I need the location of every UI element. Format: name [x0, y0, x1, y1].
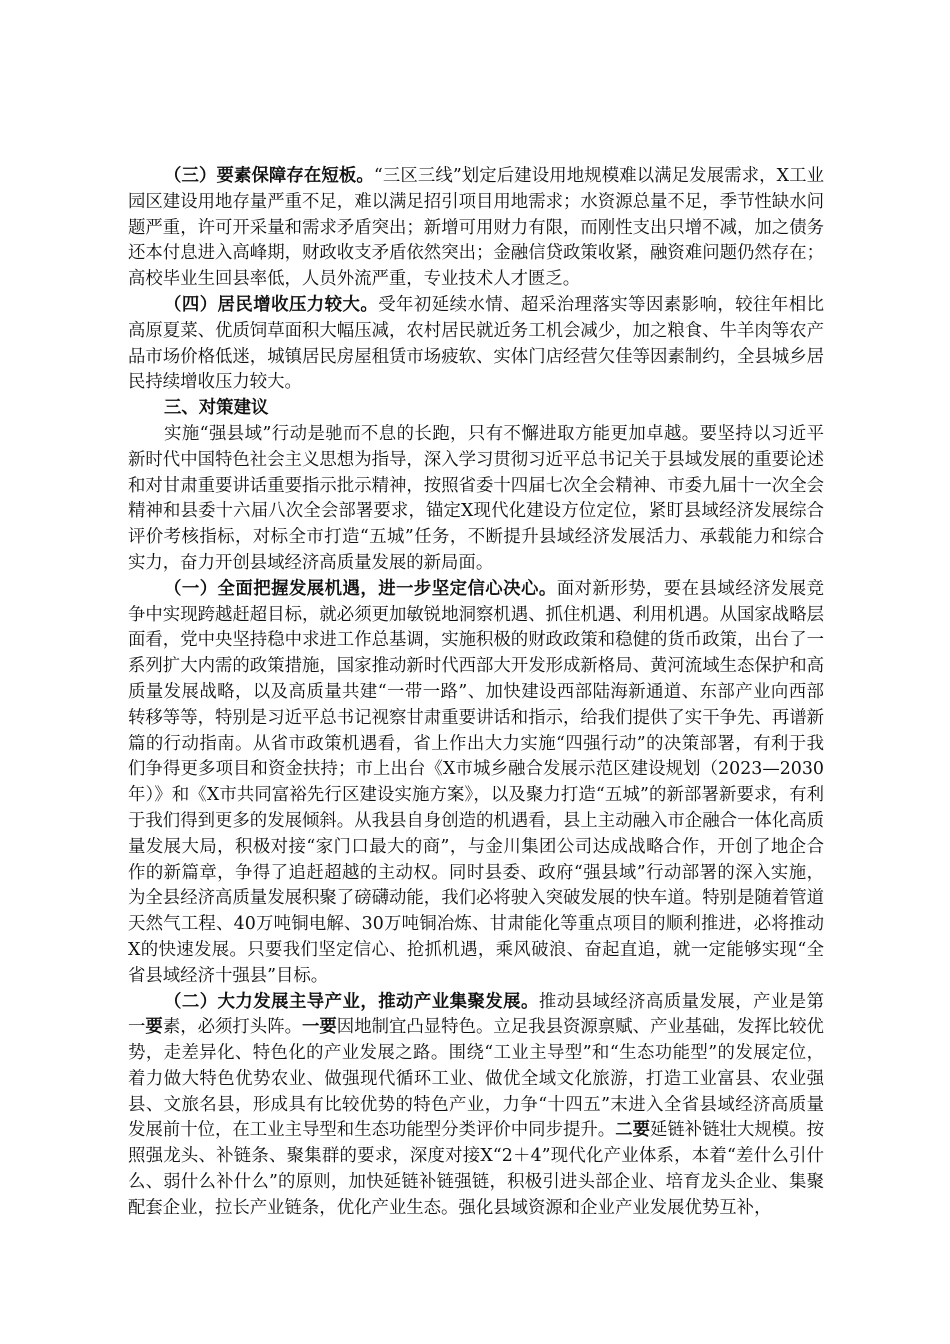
paragraph-text: 受年初延续水情、超采治理落实等因素影响，较往年相比高原夏菜、优质饲草面积大幅压减，农村居民就近务工机会减少，加之粮食、牛羊肉等农产品市场价格低迷，城镇居民房屋租赁市场疲软、实体门店经营欠佳等因素制约，全县城乡居民持续增收压力较大。	[128, 294, 824, 393]
paragraph-lead: （二）大力发展主导产业，推动产业集聚发展。	[164, 991, 539, 1012]
section-intro: 实施“强县域”行动是驰而不息的长跑，只有不懈进取方能更加卓越。要坚持以习近平新时代中国特色社会主义思想为指导，深入学习贯彻习近平总书记关于县域发展的重要论述和对甘肃重要讲话重要指示批示精神，按照省委十四届七次全会精神、市委九届十一次全会精神和县委十六届八次全会部署要求，锚定X现代化建设方位定位，紧盯县域经济发展综合评价考核指标，对标全市打造“五城”任务，不断提升县域经济发展活力、承载能力和综合实力，奋力开创县域经济高质量发展的新局面。	[128, 423, 824, 573]
paragraph-text: 延链补链壮大规模。按照强龙头、补链条、聚集群的要求，深度对接X“2＋4”现代化产业体系，本着“差什么引什么、弱什么补什么”的原则，加快延链补链强链，积极引进头部企业、培育龙头企业、集聚配套企业，拉长产业链条，优化产业生态。强化县域资源和企业产业发展优势互补，	[128, 1120, 824, 1218]
section-heading: 三、对策建议	[164, 398, 269, 419]
paragraph-opportunities	[128, 577, 824, 990]
paragraph-industry	[128, 990, 824, 1222]
paragraph-text: 因地制宜凸显特色。立足我县资源禀赋、产业基础，发挥比较优势，走差异化、特色化的产业发展之路。围绕“工业主导型”和“生态功能型”的发展定位，着力做大特色优势农业、做强现代循环工业、做优全域文化旅游，打造工业富县、农业强县、文旅名县，形成具有比较优势的特色产业，力争“十四五”末进入全省县域经济高质量发展前十位，在工业主导型和生态功能型分类评价中同步提升。	[128, 1017, 824, 1141]
emphasis-text: 要	[145, 1017, 163, 1038]
paragraph-text: “三区三线”划定后建设用地规模难以满足发展需求，X工业园区建设用地存量严重不足，难以满足招引项目用地需求；水资源总量不足，季节性缺水问题严重，许可开采量和需求矛盾突出；新增可用财力有限，而刚性支出只增不减，加之债务还本付息进入高峰期，财政收支矛盾依然突出；金融信贷政策收紧，融资难问题仍然存在；高校毕业生回县率低，人员外流严重，专业技术人才匮乏。	[128, 166, 824, 290]
paragraph-lead: （一）全面把握发展机遇，进一步坚定信心决心。	[164, 578, 557, 599]
document-page	[128, 164, 824, 1222]
paragraph-text: 面对新形势，要在县域经济发展竞争中实现跨越赶超目标，就必须更加敏锐地洞察机遇、抓住机遇、利用机遇。从国家战略层面看，党中央坚持稳中求进工作总基调，实施积极的财政政策和稳健的货币政策，出台了一系列扩大内需的政策措施，国家推动新时代西部大开发形成新格局、黄河流域生态保护和高质量发展战略，以及高质量共建“一带一路”、加快建设西部陆海新通道、东部产业向西部转移等等，特别是习近平总书记视察甘肃重要讲话和指示，给我们提供了实干争先、再谱新篇的行动指南。从省市政策机遇看，省上作出大力实施“四强行动”的决策部署，有利于我们争得更多项目和资金扶持；市上出台《X市城乡融合发展示范区建设规划（2023—2030年）》和《X市共同富裕先行区建设实施方案》，以及聚力打造“五城”的新部署新要求，有利于我们得到更多的发展倾斜。从我县自身创造的机遇看，县上主动融入市企融合一体化高质量发展大局，积极对接“家门口最大的商”，与金川集团公司达成战略合作，开创了地企合作的新篇章，争得了追赶超越的主动权。同时县委、政府“强县域”行动部署的深入实施，为全县经济高质量发展积聚了磅礴动能，我们必将驶入突破发展的快车道。特别是随着管道天然气工程、40万吨铜电解、30万吨铜冶炼、甘肃能化等重点项目的顺利推进，必将推动X的快速发展。只要我们坚定信心、抢抓机遇，乘风破浪、奋起直追，就一定能够实现“全省县域经济十强县”目标。	[128, 578, 824, 986]
emphasis-text: 二要	[615, 1120, 650, 1141]
emphasis-text: 一要	[302, 1017, 337, 1038]
paragraph-text: 素，必须打头阵。	[162, 1017, 302, 1038]
paragraph-lead: （四）居民增收压力较大。	[164, 294, 379, 315]
paragraph-income-pressure	[128, 293, 824, 396]
paragraph-lead: （三）要素保障存在短板。	[164, 166, 374, 186]
paragraph-text: 推动县域经济高质量发展，产业是第一	[128, 991, 824, 1038]
paragraph-factor-guarantee	[128, 164, 824, 293]
